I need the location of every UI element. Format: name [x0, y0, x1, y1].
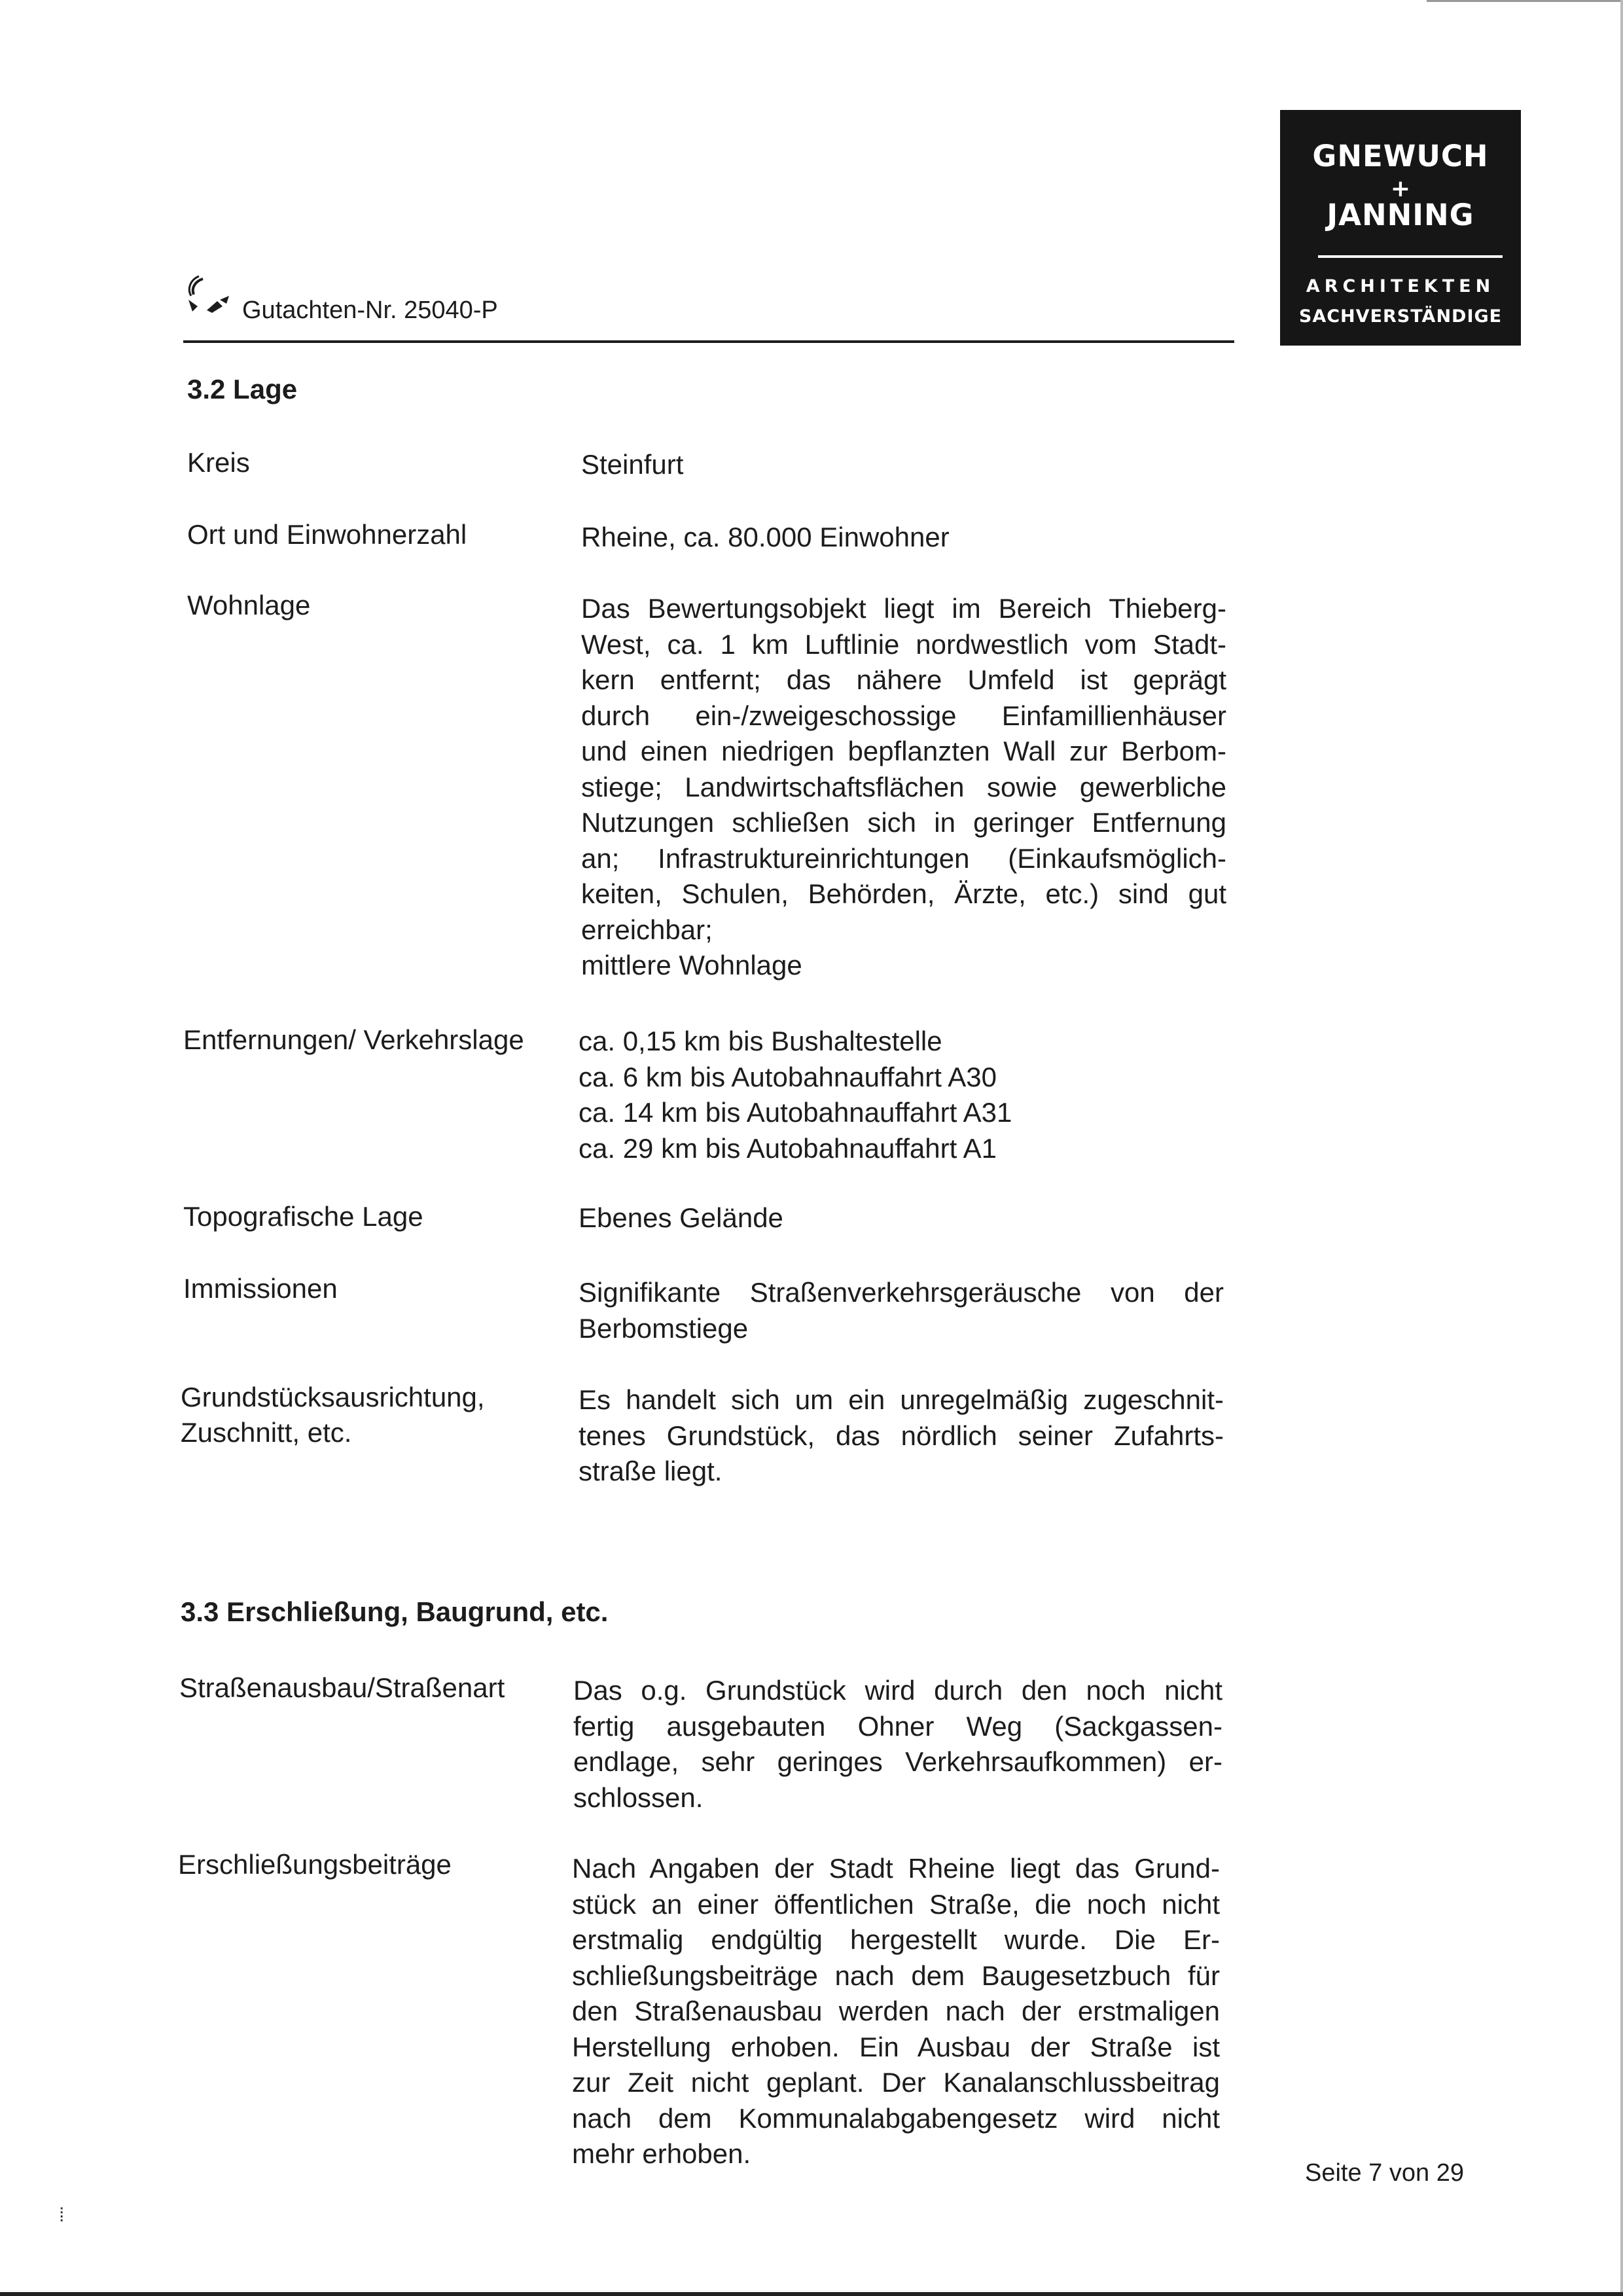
scan-edge-right [1620, 0, 1623, 2296]
value-line: endlage, sehr geringes Verkehrsaufkommen) er- [573, 1746, 1222, 1777]
value-line: ca. 6 km bis Autobahnauffahrt A30 [579, 1061, 997, 1092]
logo-line-architekten: ARCHITEKTEN [1306, 276, 1495, 296]
scan-edge-mark [1427, 0, 1623, 2]
value-line: Berbomstiege [579, 1312, 749, 1344]
value-line: stück an einer öffentlichen Straße, die noch nicht [572, 1888, 1220, 1920]
value-line: nach dem Kommunalabgabengesetz wird nicht [572, 2102, 1220, 2134]
value-line: mittlere Wohnlage [581, 950, 802, 980]
page-number: Seite 7 von 29 [1305, 2159, 1464, 2187]
section-heading-erschliessung: 3.3 Erschließung, Baugrund, etc. [181, 1596, 609, 1627]
logo-plus: + [1390, 175, 1411, 202]
value-line: West, ca. 1 km Luftlinie nordwestlich vom Stadt- [581, 628, 1226, 660]
label-wohnlage: Wohnlage [187, 590, 311, 620]
value-line: ca. 0,15 km bis Bushaltestelle [579, 1026, 942, 1056]
value-line: und einen niedrigen bepflanzten Wall zur Berbom- [581, 736, 1226, 766]
report-number: Gutachten-Nr. 25040-P [242, 296, 498, 324]
value-kreis [581, 447, 1226, 483]
value-line: fertig ausgebauten Ohner Weg (Sackgassen- [573, 1710, 1222, 1742]
value-line: kern entfernt; das nähere Umfeld ist geprägt [581, 664, 1226, 695]
value-line: Das Bewertungsobjekt liegt im Bereich Thieberg- [581, 593, 1226, 624]
label-entfernungen: Entfernungen/ Verkehrslage [183, 1024, 524, 1055]
logo-line-janning: JANNING [1327, 198, 1474, 232]
firm-logo [1280, 110, 1521, 346]
value-line: Rheine, ca. 80.000 Einwohner [581, 522, 950, 552]
value-line: Es handelt sich um ein unregelmäßig zugeschnit- [579, 1384, 1224, 1415]
label-kreis: Kreis [187, 447, 250, 478]
value-line: straße liegt. [579, 1456, 722, 1486]
value-line: ca. 14 km bis Autobahnauffahrt A31 [579, 1097, 1012, 1128]
value-line: ca. 29 km bis Autobahnauffahrt A1 [579, 1132, 997, 1164]
value-ort [581, 520, 1226, 556]
value-line: stiege; Landwirtschaftsflächen sowie gewerbliche [581, 771, 1226, 802]
value-wohnlage [581, 591, 1226, 984]
value-line: durch ein-/zweigeschossige Einfamillienhäuser [581, 700, 1226, 731]
scan-margin-mark: ⁞ [59, 2204, 65, 2226]
label-ort: Ort und Einwohnerzahl [187, 519, 467, 550]
value-line: mehr erhoben. [572, 2138, 751, 2169]
logo-line-sachverstaendige: SACHVERSTÄNDIGE [1298, 306, 1503, 327]
value-line: Ebenes Gelände [579, 1202, 783, 1233]
value-line: an; Infrastruktureinrichtungen (Einkaufsmöglich- [581, 842, 1226, 874]
value-line: erreichbar; [581, 914, 713, 945]
value-line: Signifikante Straßenverkehrsgeräusche von der [579, 1277, 1224, 1308]
value-line: schließungsbeiträge nach dem Baugesetzbuch für [572, 1960, 1220, 1991]
logo-line-gnewuch: GNEWUCH [1312, 139, 1489, 173]
value-topografie [579, 1200, 1224, 1236]
value-line: Herstellung erhoben. Ein Ausbau der Straße ist [572, 2031, 1220, 2062]
value-erschliessungsbeitraege [572, 1851, 1220, 2172]
value-line: erstmalig endgültig hergestellt wurde. Die Er- [572, 1924, 1220, 1955]
header-rule [183, 340, 1234, 343]
value-strassenausbau [573, 1673, 1222, 1816]
label-immissionen: Immissionen [183, 1273, 338, 1304]
value-line: den Straßenausbau werden nach der erstmaligen [572, 1996, 1220, 2026]
value-line: Nutzungen schließen sich in geringer Entfernung [581, 807, 1226, 838]
label-line: Grundstücksausrichtung, [181, 1382, 485, 1412]
logo-divider [1318, 255, 1503, 258]
scan-edge-bottom [0, 2292, 1623, 2296]
label-line: Zuschnitt, etc. [181, 1417, 352, 1448]
value-line: zur Zeit nicht geplant. Der Kanalanschlussbeitrag [572, 2067, 1220, 2098]
value-line: schlossen. [573, 1782, 704, 1813]
value-immissionen [579, 1275, 1224, 1346]
value-line: tenes Grundstück, das nördlich seiner Zufahrts- [579, 1420, 1224, 1451]
label-grundstueck [181, 1380, 485, 1450]
label-strassenausbau: Straßenausbau/Straßenart [179, 1672, 505, 1703]
value-grundstueck [579, 1382, 1224, 1490]
value-line: Nach Angaben der Stadt Rheine liegt das Grund- [572, 1853, 1220, 1884]
label-erschliessungsbeitraege: Erschließungsbeiträge [178, 1849, 452, 1880]
section-heading-lage: 3.2 Lage [187, 374, 298, 404]
firm-mark-icon [183, 274, 233, 317]
value-line: Steinfurt [581, 449, 684, 480]
value-line: Das o.g. Grundstück wird durch den noch nicht [573, 1675, 1222, 1706]
value-entfernungen [579, 1024, 1224, 1166]
value-line: keiten, Schulen, Behörden, Ärzte, etc.) sind gut [581, 878, 1226, 909]
label-topografie: Topografische Lage [183, 1201, 423, 1232]
